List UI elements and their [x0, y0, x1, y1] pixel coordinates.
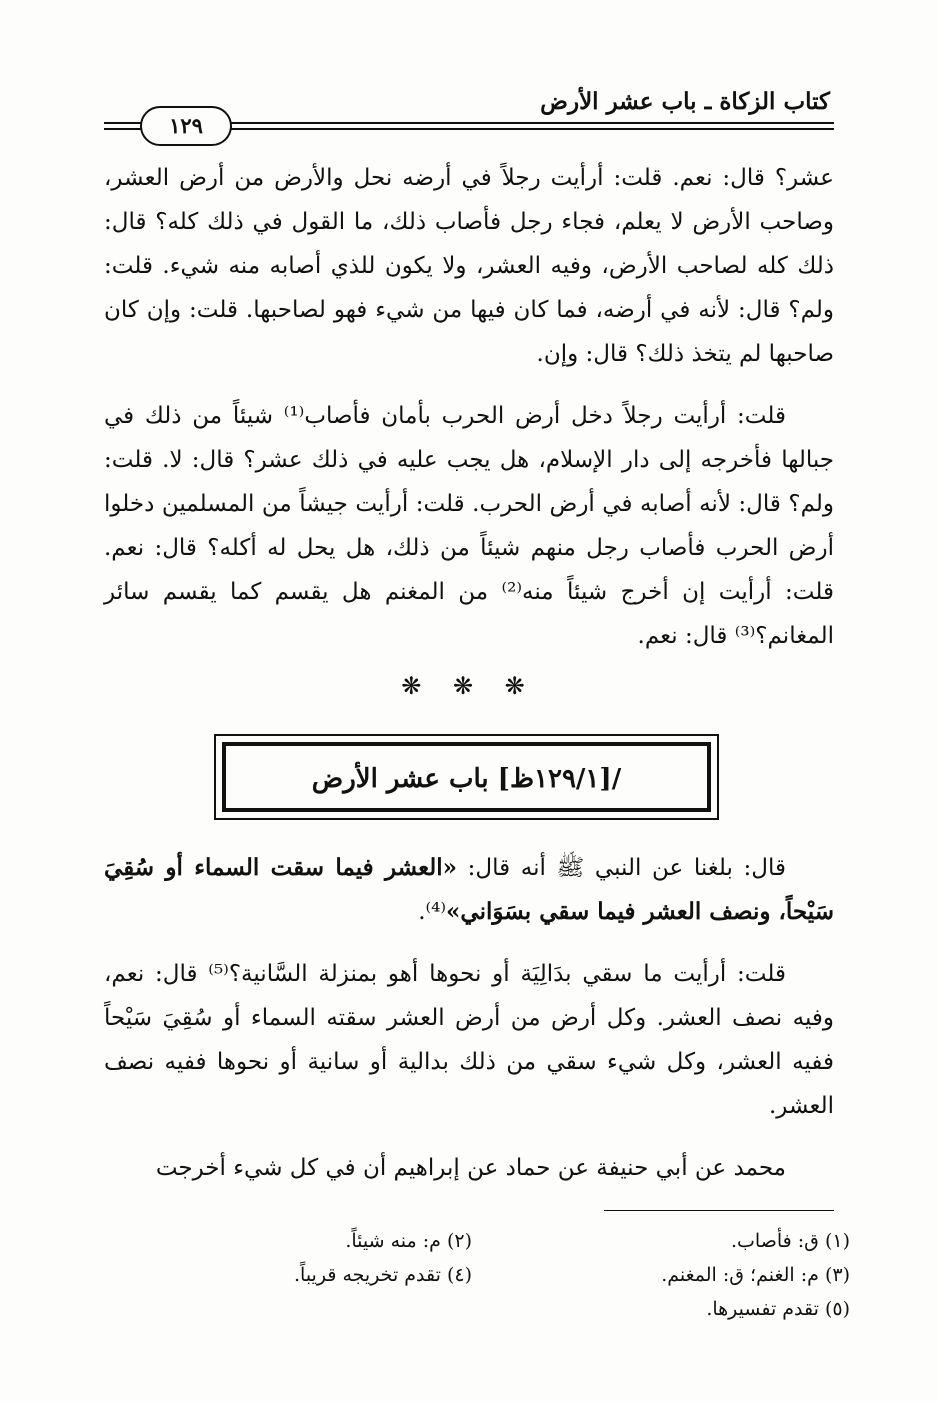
body-text-section — [104, 846, 834, 1190]
page-number: ١٢٩ — [140, 106, 232, 146]
paragraph-2: قلت: أرأيت رجلاً دخل أرض الحرب بأمان فأصاب⁽¹⁾ شيئاً من ذلك في جبالها فأخرجه إلى دار الإسلام، هل يجب عليه في ذلك عشر؟ قال: لا. قلت: ولم؟ قال: لأنه أصابه في أرض الحرب. قلت: أرأيت جيشاً من المسلمين دخلوا أرض الحرب فأصاب رجل منهم شيئاً من ذلك، هل يحل له أكله؟ قال: نعم. قلت: أرأيت إن أخرج شيئاً منه⁽²⁾ من المغنم هل يقسم كما يقسم سائر المغانم؟⁽³⁾ قال: نعم. — [104, 403, 834, 649]
body-text-top — [104, 156, 834, 658]
footnote-3: (٣) م: الغنم؛ ق: المغنم. — [661, 1264, 850, 1286]
paragraph-hammad: محمد عن أبي حنيفة عن حماد عن إبراهيم أن في كل شيء أخرجت — [155, 1155, 786, 1181]
paragraph-daliya: قلت: أرأيت ما سقي بدَالِيَة أو نحوها أهو بمنزلة السَّانية؟⁽⁵⁾ قال: نعم، وفيه نصف العشر. وكل أرض من أرض العشر سقته السماء أو سُقِيَ سَيْحاً ففيه العشر، وكل شيء سقي من ذلك بدالية أو سانية أو نحوها ففيه نصف العشر. — [104, 961, 834, 1119]
footnote-ref-4: ⁽⁴⁾. — [418, 899, 447, 925]
paragraph-hadith — [104, 846, 834, 934]
hadith-intro: قال: بلغنا عن النبي ﷺ أنه قال: — [457, 855, 786, 881]
section-separator: ❋ ❋ ❋ — [401, 672, 537, 700]
footnote-rule — [604, 1210, 834, 1211]
footnote-2: (٢) م: منه شيئاً. — [345, 1230, 472, 1252]
paragraph-1: عشر؟ قال: نعم. قلت: أرأيت رجلاً في أرضه نحل والأرض من أرض العشر، وصاحب الأرض لا يعلم، فجاء رجل فأصاب ذلك، ما القول في ذلك كله؟ قال: ذلك كله لصاحب الأرض، وفيه العشر، ولا يكون للذي أصابه منه شيء. قلت: ولم؟ قال: لأنه في أرضه، فما كان فيها من شيء فهو لصاحبها. قلت: وإن كان صاحبها لم يتخذ ذلك؟ قال: وإن. — [104, 165, 835, 367]
footnote-1: (١) ق: فأصاب. — [731, 1230, 850, 1252]
section-title-frame — [214, 734, 719, 820]
footnote-5: (٥) تقدم تفسيرها. — [706, 1298, 850, 1320]
footnote-4: (٤) تقدم تخريجه قريباً. — [294, 1264, 472, 1286]
hadith-quote: «العشر فيما سقت السماء أو سُقِيَ سَيْحاً، ونصف العشر فيما سقي بسَوَاني» — [104, 854, 834, 925]
section-title: /[١٢٩/١ظ] باب عشر الأرض — [222, 742, 711, 812]
running-title: كتاب الزكاة ـ باب عشر الأرض — [540, 88, 830, 115]
